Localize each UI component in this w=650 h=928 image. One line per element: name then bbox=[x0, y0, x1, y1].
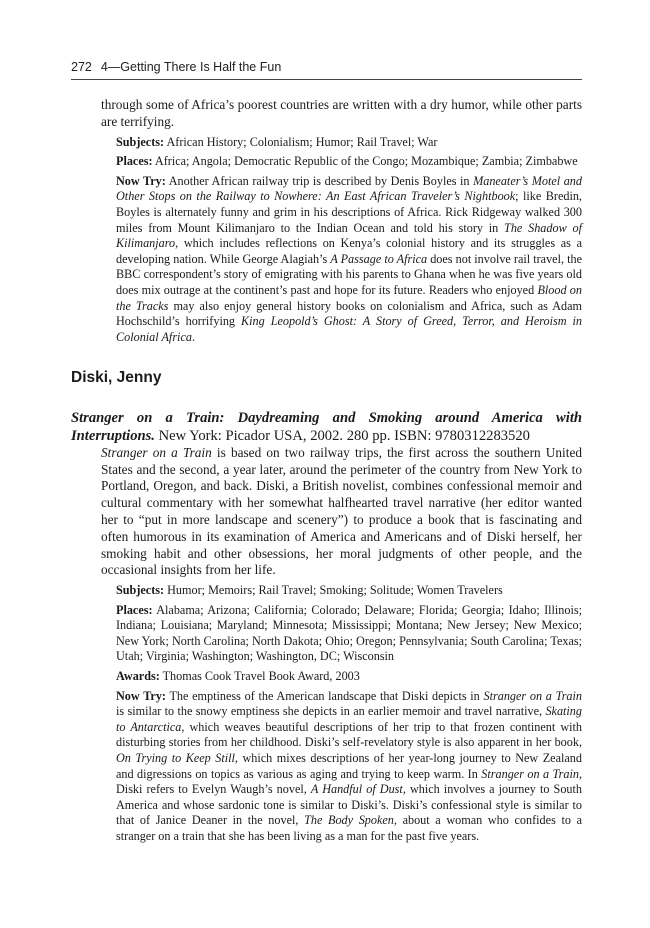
previous-entry-continuation: through some of Africa’s poorest countries are written with a dry humor, while other parts are terrifying. bbox=[101, 97, 582, 129]
page-number: 272 bbox=[71, 60, 92, 74]
author-heading: Diski, Jenny bbox=[71, 369, 162, 387]
book-title: Stranger on a Train bbox=[483, 688, 583, 703]
book-title: A Handful of Dust bbox=[310, 782, 403, 797]
previous-entry-subjects bbox=[116, 135, 582, 151]
places-label: Places: bbox=[116, 154, 153, 169]
previous-entry-now-try bbox=[116, 174, 582, 346]
book-title: On Trying to Keep Still bbox=[116, 751, 235, 766]
entry-citation bbox=[71, 410, 582, 444]
now-try-part: does not involve rail travel, the BBC correspondent’s story of emigrating with his parents to Ghana when he was five years old does mix outrage at the continent’s past and hope for its future. Readers who enjoyed bbox=[116, 251, 582, 297]
subjects-label: Subjects: bbox=[116, 583, 165, 598]
now-try-part: , which includes reflections on Kenya’s colonial history and its struggles as a developing nation. While George Alagiah’s bbox=[116, 236, 582, 266]
now-try-part: . bbox=[191, 329, 195, 344]
now-try-part: may also enjoy general history books on colonialism and Africa, such as Adam Hochschild’s horrifying bbox=[116, 298, 582, 329]
places-text: Alabama; Arizona; California; Colorado; Delaware; Florida; Georgia; Idaho; Illinois; Indiana; Louisiana; Maryland; Minnesota; Mississippi; Montana; New Jersey; New Mexico; New York; North Carolina; North Dakota; Ohio; Oregon; Pennsylvania; South Carolina; Texas; Utah; Virginia; Washington; Washington, DC; Wisconsin bbox=[116, 602, 582, 664]
now-try-part: , about a woman who confides to a stranger on a train that she has been living as a man for the past five years. bbox=[116, 813, 582, 843]
now-try-part: , which involves a journey to South America and whose sardonic tone is similar to Diski’s. Diski’s confessional style is similar to that of Janice Deaner in the novel, bbox=[116, 782, 582, 828]
header-rule bbox=[71, 79, 582, 80]
places-text: Africa; Angola; Democratic Republic of the Congo; Mozambique; Zambia; Zimbabwe bbox=[154, 154, 578, 169]
awards-text: Thomas Cook Travel Book Award, 2003 bbox=[162, 669, 360, 684]
running-header bbox=[71, 60, 582, 74]
now-try-label: Now Try: bbox=[116, 688, 166, 703]
entry-subjects bbox=[116, 583, 582, 599]
now-try-label: Now Try: bbox=[116, 173, 166, 188]
book-title: The Body Spoken bbox=[304, 813, 394, 828]
now-try-part: The emptiness of the American landscape that Diski depicts in bbox=[169, 688, 484, 703]
entry-now-try bbox=[116, 689, 582, 845]
now-try-part: is similar to the snowy emptiness she depicts in an earlier memoir and travel narrative, bbox=[116, 704, 546, 719]
entry-awards bbox=[116, 669, 582, 685]
book-title: A Passage to Africa bbox=[330, 251, 428, 266]
entry-title: Stranger on a Train: Daydreaming and Smoking around America with Interruptions. bbox=[71, 410, 582, 444]
book-title: Stranger on a Train bbox=[481, 766, 579, 781]
book-title: Maneater’s Motel and Other Stops on the Railway to Nowhere: An East African Traveler’s Nightbook bbox=[116, 173, 582, 204]
book-title: Skating to Antarctica bbox=[116, 704, 582, 734]
page-body bbox=[71, 97, 583, 845]
entry-annotation bbox=[101, 445, 582, 579]
subjects-label: Subjects: bbox=[116, 134, 165, 149]
now-try-part: , Diski refers to Evelyn Waugh’s novel, bbox=[116, 766, 582, 797]
chapter-title: 4—Getting There Is Half the Fun bbox=[100, 60, 282, 74]
now-try-part: ; like Bredin, Boyles is alternately funny and grim in his descriptions of Africa. Rick Ridgeway walked 300 miles from Mount Kilimanjaro to the Indian Ocean and told his story in bbox=[116, 189, 582, 235]
entry-places bbox=[116, 603, 582, 665]
now-try-part: Another African railway trip is described by Denis Boyles in bbox=[168, 173, 474, 188]
book-title: King Leopold’s Ghost: A Story of Greed, Terror, and Heroism in Colonial Africa bbox=[116, 314, 582, 344]
book-title: Blood on the Tracks bbox=[116, 282, 582, 313]
awards-label: Awards: bbox=[116, 669, 160, 684]
book-title: Stranger on a Train bbox=[101, 444, 212, 460]
previous-entry-places bbox=[116, 154, 582, 170]
subjects-text: African History; Colonialism; Humor; Rail Travel; War bbox=[166, 134, 438, 149]
now-try-part: , which weaves beautiful descriptions of her trip to that frozen continent with disturbing stories from her childhood. Diski’s self-revelatory style is also apparent in her book, bbox=[116, 719, 582, 750]
annotation-text: is based on two railway trips, the first across the southern United States and the second, a year later, around the perimeter of the country from New York to Portland, Oregon, and back. Diski, a British novelist, combines confessional memoir and cultural commentary with her somewhat halfhearted travel narrative (her editor wanted her to “put in more landscape and scenery”) to produce a book that is fascinating and often humorous in its examination of America and Americans and of Diski herself, her smoking habit and other obsessions, her moral judgments of other people, and the occasional insights from her life. bbox=[101, 444, 582, 578]
places-label: Places: bbox=[116, 602, 153, 617]
subjects-text: Humor; Memoirs; Rail Travel; Smoking; Solitude; Women Travelers bbox=[167, 583, 503, 598]
entry-publication: New York: Picador USA, 2002. 280 pp. ISBN: 9780312283520 bbox=[154, 427, 530, 444]
now-try-part: , which mixes descriptions of her year-long journey to New Zealand and digressions on topics as various as aging and trying to keep warm. In bbox=[116, 751, 582, 781]
book-title: The Shadow of Kilimanjaro bbox=[116, 220, 582, 251]
